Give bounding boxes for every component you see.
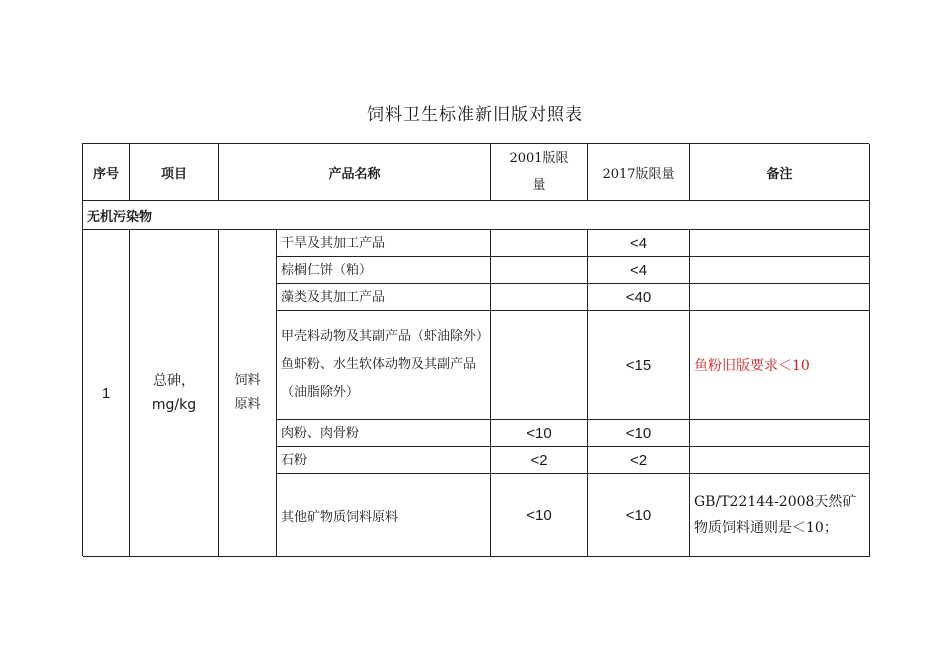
row-note xyxy=(690,447,870,474)
row-2017: <2 xyxy=(588,447,690,474)
group-item: 总砷，mg/kg xyxy=(130,230,219,557)
header-product: 产品名称 xyxy=(219,144,491,201)
row-product: 其他矿物质饲料原料 xyxy=(277,474,491,557)
row-2001: <2 xyxy=(491,447,588,474)
row-2017: <4 xyxy=(588,257,690,284)
row-note: 鱼粉旧版要求＜10 xyxy=(690,311,870,420)
header-seq: 序号 xyxy=(83,144,130,201)
row-product: 石粉 xyxy=(277,447,491,474)
row-2001 xyxy=(491,230,588,257)
row-2017: <4 xyxy=(588,230,690,257)
comparison-table xyxy=(82,143,869,556)
row-note xyxy=(690,284,870,311)
row-2001 xyxy=(491,284,588,311)
group-category: 饲料原料 xyxy=(219,230,277,557)
row-note: GB/T22144-2008天然矿物质饲料通则是＜10； xyxy=(690,474,870,557)
row-product: 干旱及其加工产品 xyxy=(277,230,491,257)
section-title: 无机污染物 xyxy=(83,201,870,230)
header-2001: 2001版限量 xyxy=(491,144,588,201)
row-2001: <10 xyxy=(491,474,588,557)
row-2017: <10 xyxy=(588,474,690,557)
row-2001 xyxy=(491,257,588,284)
row-2017: <15 xyxy=(588,311,690,420)
header-2017: 2017版限量 xyxy=(588,144,690,201)
row-2017: <40 xyxy=(588,284,690,311)
row-note xyxy=(690,257,870,284)
group-seq: 1 xyxy=(83,230,130,557)
row-note xyxy=(690,230,870,257)
row-2017: <10 xyxy=(588,420,690,447)
row-product: 棕榈仁饼（粕） xyxy=(277,257,491,284)
header-item: 项目 xyxy=(130,144,219,201)
row-product: 肉粉、肉骨粉 xyxy=(277,420,491,447)
row-product: 甲壳料动物及其副产品（虾油除外）鱼虾粉、水生软体动物及其副产品（油脂除外） xyxy=(277,311,491,420)
header-note: 备注 xyxy=(690,144,870,201)
row-product: 藻类及其加工产品 xyxy=(277,284,491,311)
row-2001: <10 xyxy=(491,420,588,447)
page-title: 饲料卫生标准新旧版对照表 xyxy=(367,105,583,125)
row-2001 xyxy=(491,311,588,420)
row-note xyxy=(690,420,870,447)
